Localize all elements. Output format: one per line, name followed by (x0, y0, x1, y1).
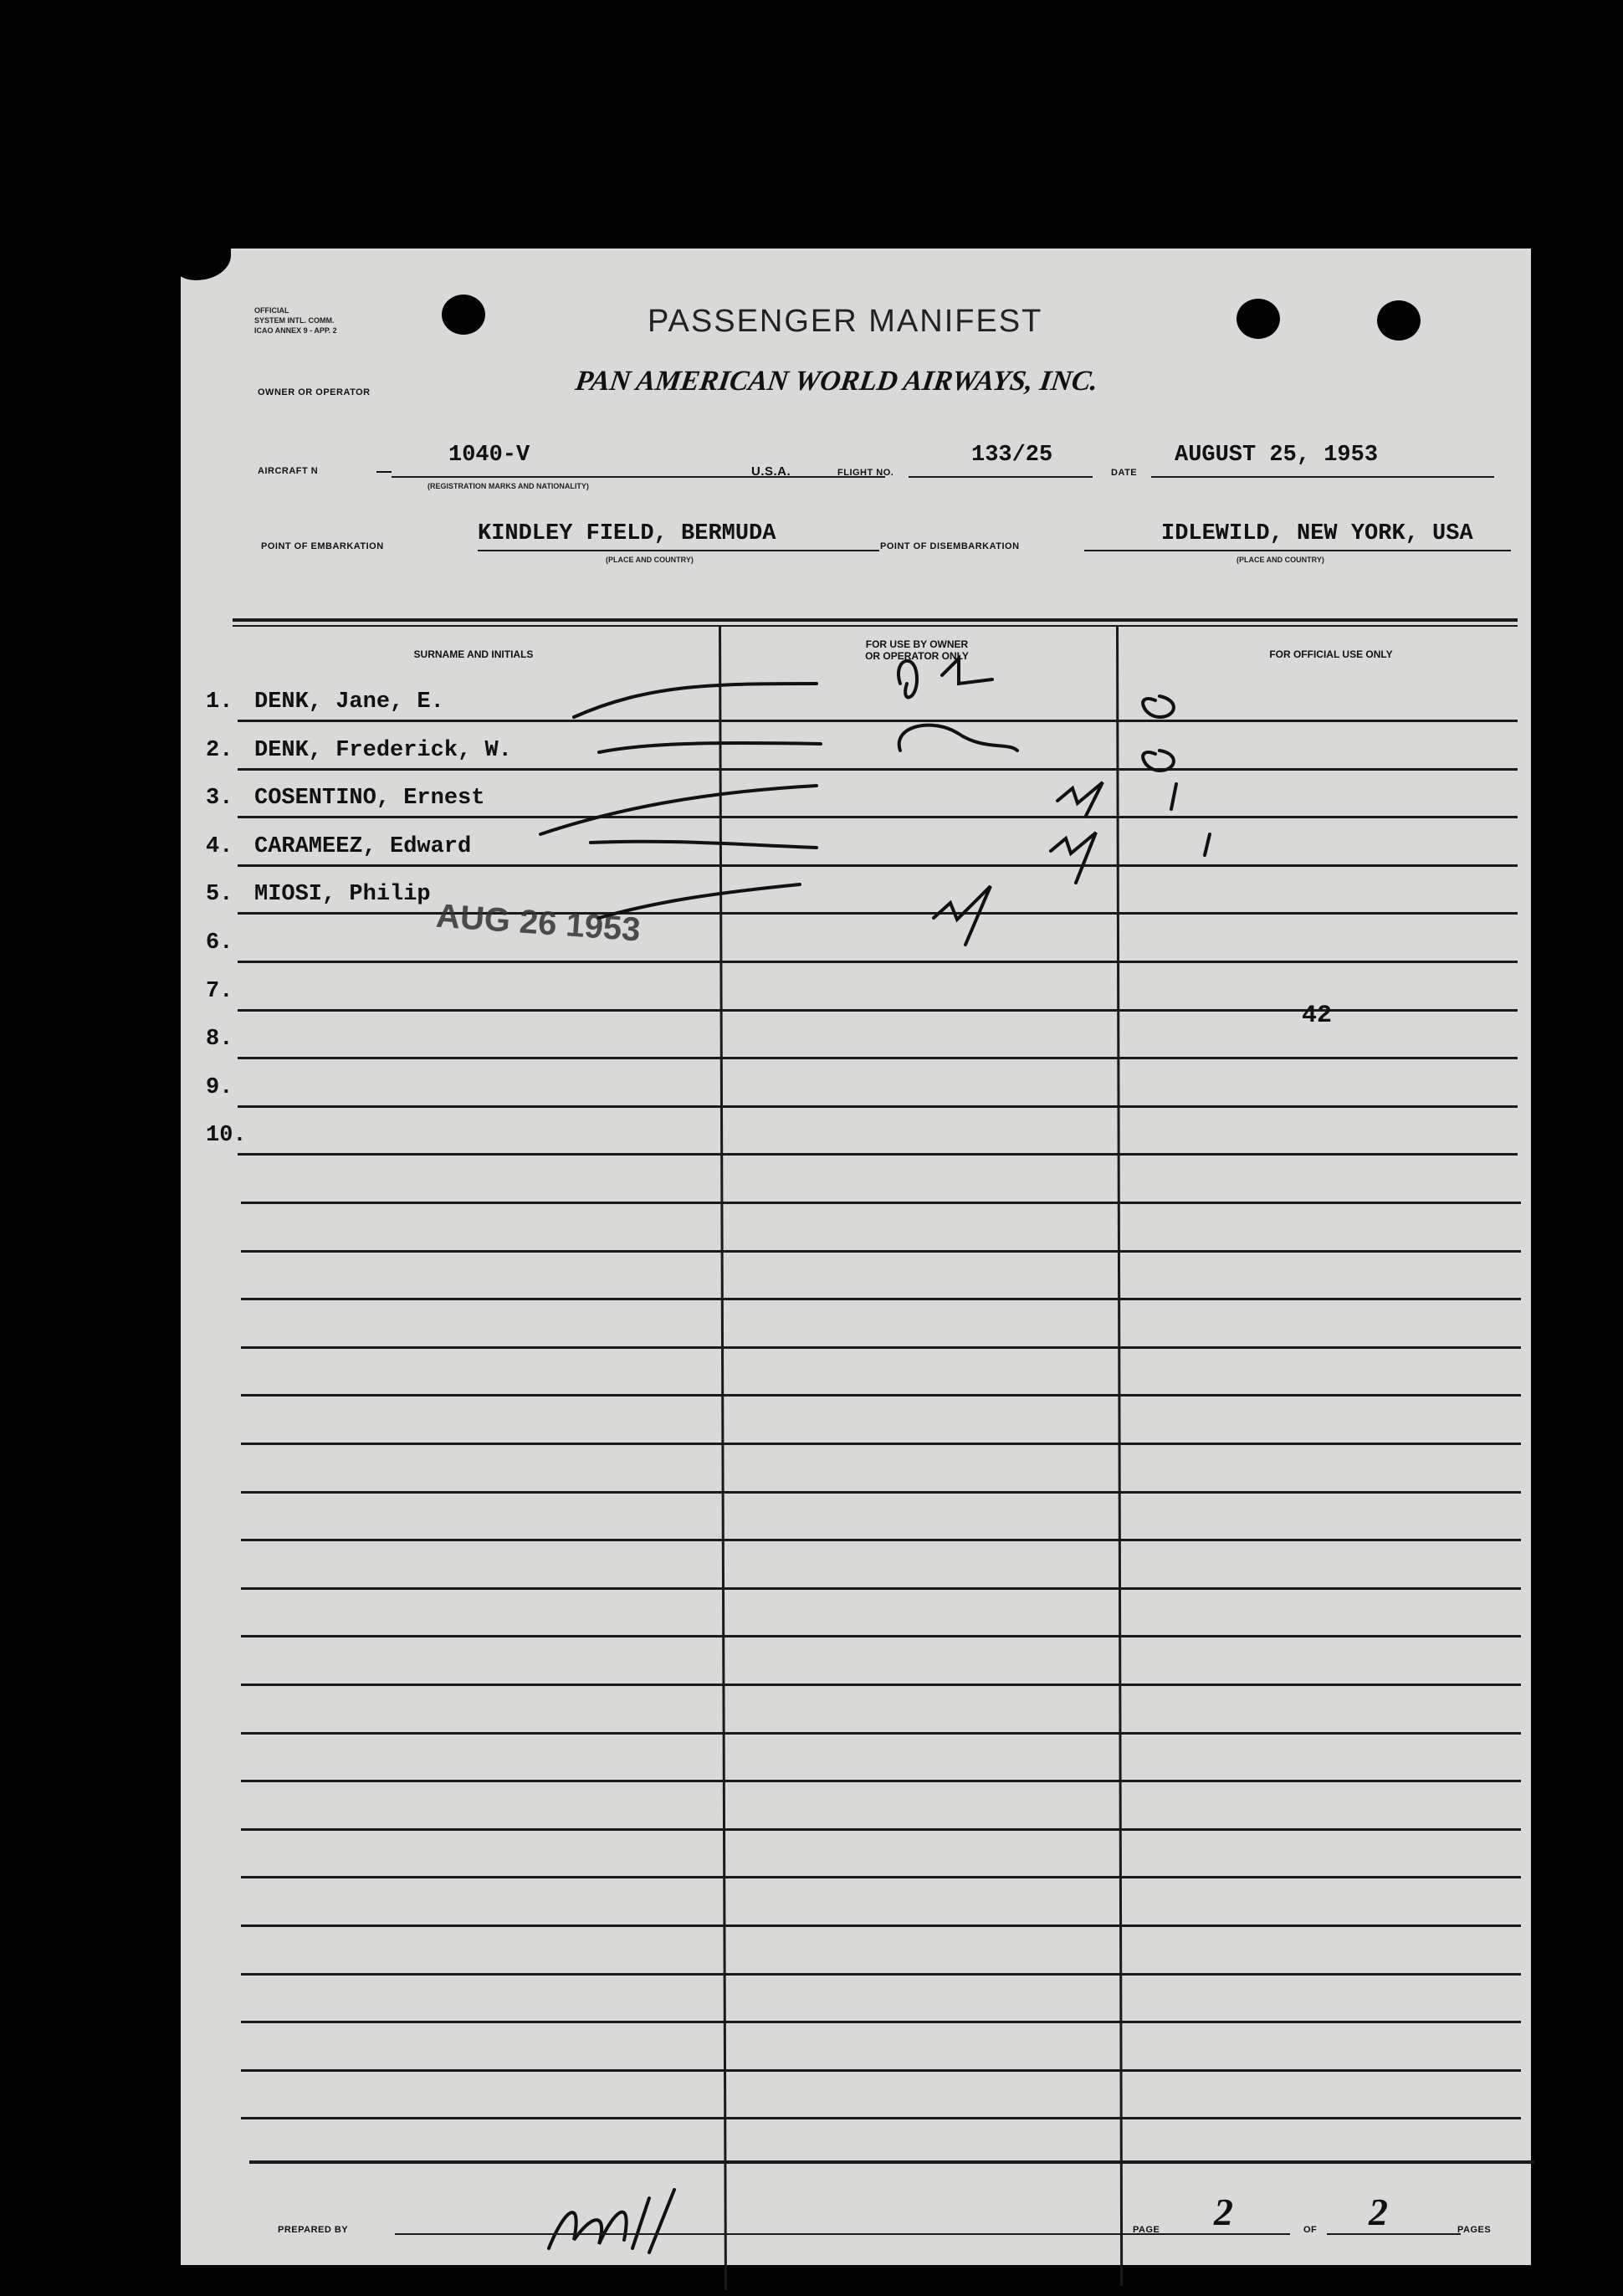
pen-circle-2 (1143, 751, 1174, 771)
row-number: 1. (206, 689, 233, 715)
pen-circle-1 (1143, 696, 1174, 717)
official-note: 42 (1302, 1002, 1333, 1030)
passenger-name: MIOSI, Philip (254, 882, 431, 907)
pen-tick-4 (1205, 834, 1210, 855)
disembark-sublabel: (PLACE AND COUNTRY) (1236, 556, 1324, 564)
embark-sublabel: (PLACE AND COUNTRY) (606, 556, 694, 564)
received-stamp: AUG 26 1953 (434, 897, 642, 949)
pen-initial-3 (899, 725, 1017, 751)
row-number: 5. (206, 882, 233, 907)
pen-stroke-3 (540, 786, 817, 834)
pen-tick-3 (1171, 784, 1176, 809)
date-label: DATE (1111, 468, 1138, 478)
pen-mark-3 (1057, 782, 1103, 816)
pen-initial-1 (899, 661, 917, 698)
prepared-label: PREPARED BY (278, 2225, 349, 2235)
passenger-name: DENK, Frederick, W. (254, 738, 512, 763)
flight-value: 133/25 (971, 443, 1053, 468)
flight-label: FLIGHT NO. (837, 468, 894, 478)
disembark-label: POINT OF DISEMBARKATION (880, 541, 1020, 551)
pages-label: PAGES (1457, 2225, 1492, 2235)
page-value: 2 (1214, 2191, 1233, 2233)
page-title: PASSENGER MANIFEST (648, 304, 1043, 339)
pen-stroke-2 (599, 743, 821, 752)
aircraft-sublabel: (REGISTRATION MARKS AND NATIONALITY) (428, 482, 589, 490)
pen-stroke-1 (574, 684, 817, 717)
pen-stroke-5 (599, 884, 800, 918)
aircraft-label: AIRCRAFT N (258, 466, 319, 476)
column-header-surname: SURNAME AND INITIALS (413, 648, 534, 660)
row-number: 9. (206, 1075, 233, 1100)
column-header-owner-line-2: OR OPERATOR ONLY (865, 650, 969, 662)
corner-note-line-2: SYSTEM INTL. COMM. (254, 316, 335, 325)
aircraft-value: 1040-V (448, 443, 530, 468)
usa-label: U.S.A. (751, 464, 791, 479)
row-number: 7. (206, 979, 233, 1004)
pen-mark-5 (934, 886, 991, 945)
row-number: 4. (206, 834, 233, 859)
signature-stroke (549, 2190, 674, 2252)
row-number: 3. (206, 786, 233, 811)
page-label: PAGE (1133, 2225, 1160, 2235)
row-number: 10. (206, 1123, 247, 1148)
pen-mark-4 (1051, 833, 1096, 883)
column-header-owner-line-1: FOR USE BY OWNER (865, 638, 969, 650)
embark-value: KINDLEY FIELD, BERMUDA (478, 521, 776, 546)
owner-value: PAN AMERICAN WORLD AIRWAYS, INC. (573, 366, 1100, 397)
of-label: OF (1303, 2225, 1318, 2235)
row-number: 8. (206, 1027, 233, 1052)
column-header-official: FOR OFFICIAL USE ONLY (1269, 648, 1393, 660)
corner-note-line-1: OFFICIAL (254, 306, 289, 315)
corner-note-line-3: ICAO ANNEX 9 - APP. 2 (254, 326, 337, 335)
pages-underline (1327, 2233, 1461, 2235)
table-bottom-rule (249, 2160, 1534, 2164)
manifest-sheet (181, 249, 1531, 2265)
disembark-value: IDLEWILD, NEW YORK, USA (1161, 521, 1473, 546)
passenger-name: CARAMEEZ, Edward (254, 834, 472, 859)
date-value: AUGUST 25, 1953 (1175, 443, 1379, 468)
row-number: 2. (206, 738, 233, 763)
pages-value: 2 (1369, 2191, 1388, 2233)
pen-stroke-4 (591, 842, 817, 848)
passenger-name: DENK, Jane, E. (254, 689, 444, 715)
passenger-name: COSENTINO, Ernest (254, 786, 485, 811)
owner-label: OWNER OR OPERATOR (258, 387, 371, 397)
operator-handwriting (181, 249, 1531, 2265)
pen-initial-2 (942, 659, 992, 684)
embark-label: POINT OF EMBARKATION (261, 541, 384, 551)
row-number: 6. (206, 930, 233, 956)
